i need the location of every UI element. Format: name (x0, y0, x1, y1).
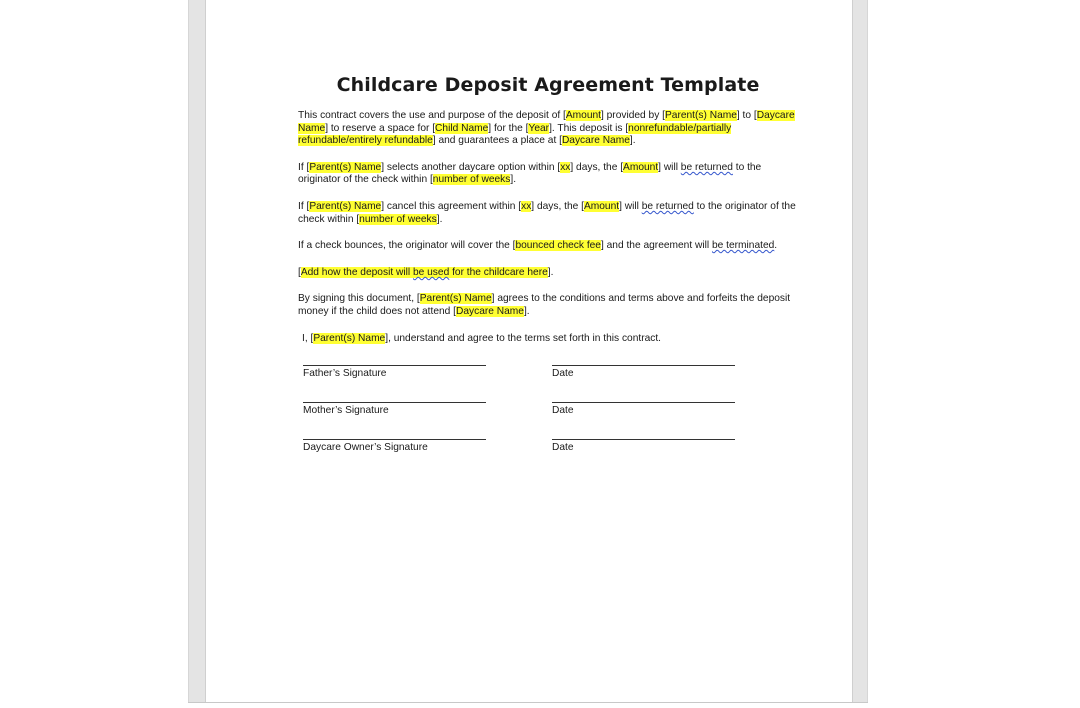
signature-line (303, 439, 486, 440)
field-weeks: number of weeks (359, 213, 437, 225)
field-amount: Amount (565, 110, 601, 121)
signature-line (303, 402, 486, 403)
signature-field-mother[interactable] (303, 394, 486, 416)
paragraph-cancellation: If [Parent(s) Name] cancel this agreement within [xx] days, the [Amount] will be returned to the originator of the check within [number of weeks]. (298, 200, 796, 225)
field-child-name: Child Name (435, 122, 489, 134)
signature-block (298, 357, 798, 468)
document-frame (188, 0, 868, 703)
field-parents-name: Parent(s) Name (664, 110, 737, 121)
date-field-owner[interactable] (552, 431, 735, 453)
field-amount: Amount (583, 200, 620, 212)
date-line (552, 439, 735, 440)
field-weeks: number of weeks (432, 174, 511, 186)
field-daycare-name: Daycare Name (456, 305, 524, 317)
signature-field-owner[interactable] (303, 431, 486, 453)
page-bottom-edge (188, 702, 868, 703)
signature-row-mother (303, 394, 798, 431)
signature-line (303, 365, 486, 366)
paragraph-acknowledgement: I, [Parent(s) Name], understand and agree to the terms set forth in this contract. (302, 332, 662, 344)
paragraph-agreement: By signing this document, [Parent(s) Name] agrees to the conditions and terms above and forfeits the deposit money if the child does not attend [Daycare Name]. (298, 293, 791, 317)
field-days: xx (521, 200, 532, 212)
field-year: Year (528, 122, 550, 134)
document-page (205, 0, 853, 703)
date-line (552, 402, 735, 403)
signature-row-owner (303, 431, 798, 468)
document-body[interactable] (298, 74, 798, 468)
spellcheck-mark[interactable]: be returned (680, 161, 733, 173)
date-label: Date (552, 405, 574, 417)
field-bounced-check-fee: bounced check fee (515, 240, 601, 252)
date-label: Date (552, 368, 574, 380)
signature-label: Daycare Owner’s Signature (303, 442, 428, 454)
field-parents-name: Parent(s) Name (309, 161, 382, 173)
field-refund-type: nonrefundable/partially refundable/entirely refundable (298, 122, 732, 147)
spellcheck-mark[interactable]: be terminated (711, 240, 775, 252)
paragraph-deposit-purpose: This contract covers the use and purpose of the deposit of [Amount] provided by [Parent(s) Name] to [Daycare Name] to reserve a space for [Child Name] for the [Year]. This deposit is [nonrefundable/partially refundable/entirely refundable] and guarantees a place at [Daycare Name]. (298, 110, 795, 147)
signature-label: Father’s Signature (303, 368, 387, 380)
field-parents-name: Parent(s) Name (309, 200, 382, 212)
paragraph-deposit-use: [Add how the deposit will be used for the childcare here]. (298, 266, 554, 278)
date-field-mother[interactable] (552, 394, 735, 416)
signature-row-father (303, 357, 798, 394)
signature-label: Mother’s Signature (303, 405, 389, 417)
field-parents-name: Parent(s) Name (419, 293, 492, 305)
date-label: Date (552, 442, 574, 454)
field-parents-name: Parent(s) Name (313, 332, 386, 344)
date-field-father[interactable] (552, 357, 735, 379)
paragraph-bounced-check: If a check bounces, the originator will cover the [bounced check fee] and the agreement will be terminated. (298, 240, 778, 252)
document-title: Childcare Deposit Agreement Template (336, 74, 760, 96)
field-deposit-use: Add how the deposit will be used for the childcare here (300, 266, 548, 278)
signature-field-father[interactable] (303, 357, 486, 379)
field-days: xx (560, 161, 571, 173)
spellcheck-mark[interactable]: be used (412, 266, 450, 278)
field-daycare-name: Daycare Name (561, 135, 630, 147)
field-daycare-name: Daycare Name (298, 110, 795, 134)
paragraph-other-option: If [Parent(s) Name] selects another daycare option within [xx] days, the [Amount] will be returned to the originator of the check within [number of weeks]. (298, 161, 762, 186)
field-amount: Amount (623, 161, 659, 173)
spellcheck-mark[interactable]: be returned (641, 200, 694, 212)
date-line (552, 365, 735, 366)
